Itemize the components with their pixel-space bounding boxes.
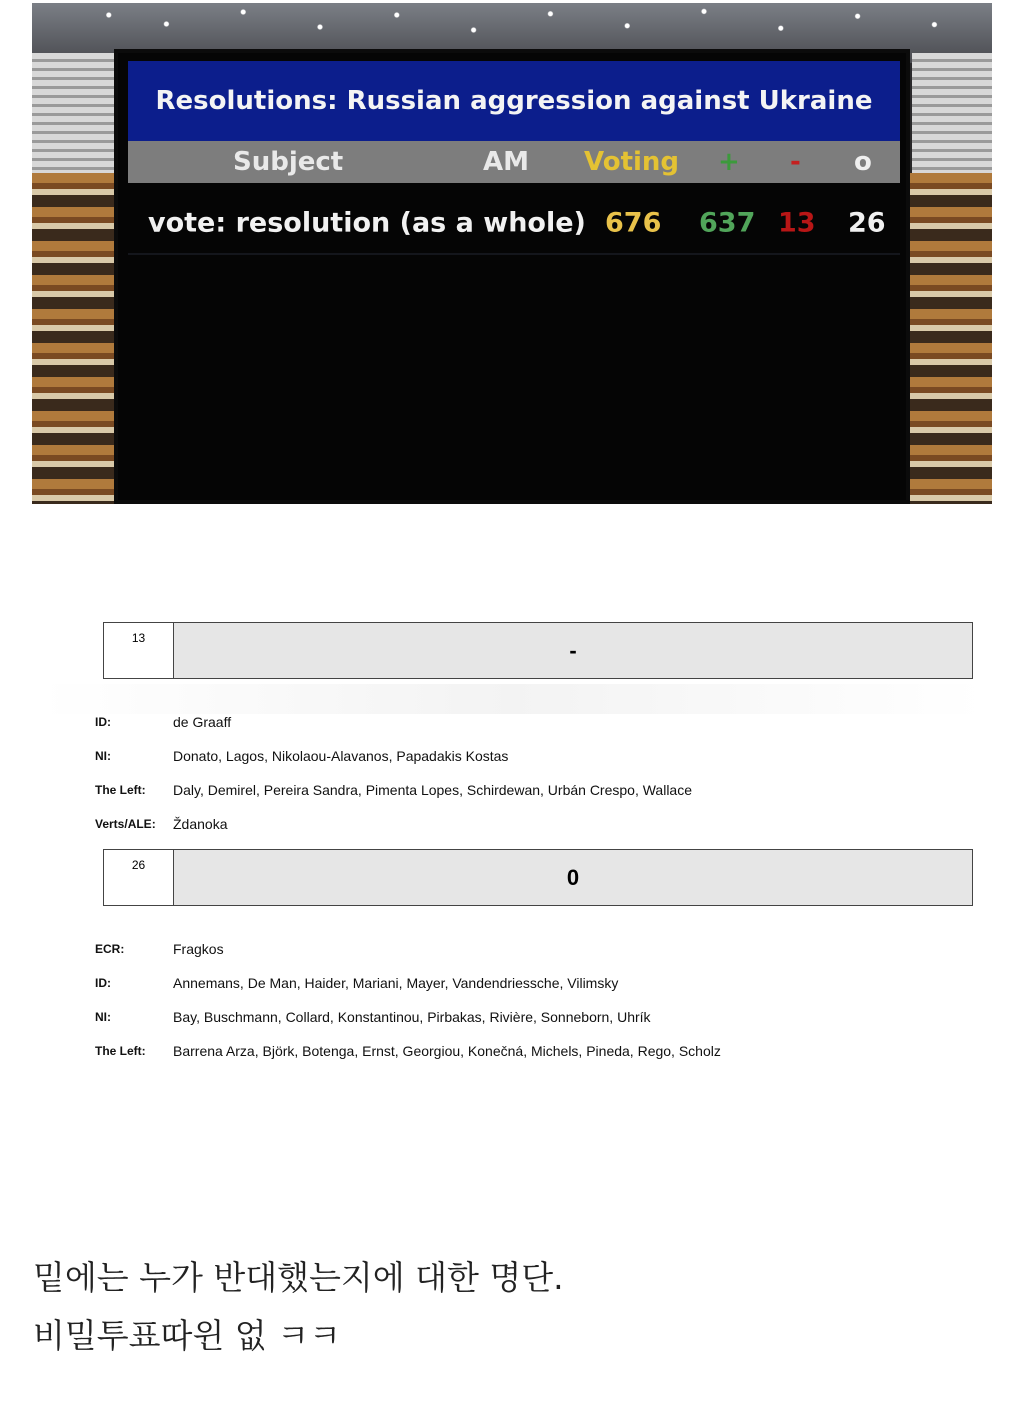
group-members: Annemans, De Man, Haider, Mariani, Mayer, Vandendriessche, Vilimsky [173,975,619,991]
group-members: Donato, Lagos, Nikolaou-Alavanos, Papadakis Kostas [173,748,509,764]
hall-wall-left [32,53,122,183]
result-voting: 676 [605,207,662,239]
parliament-photo [32,3,992,504]
header-plus: + [718,147,740,177]
abstain-group-row [95,1041,955,1061]
group-label: ID: [95,715,111,729]
group-members: Bay, Buschmann, Collard, Konstantinou, Pirbakas, Rivière, Sonneborn, Uhrík [173,1009,651,1025]
abstain-vote-box [103,849,973,906]
abstain-group-row [95,939,955,959]
against-group-row [95,814,955,834]
result-abstain: 26 [848,207,886,239]
caption-line-1: 밑에는 누가 반대했는지에 대한 명단. [33,1258,564,1297]
group-label: The Left: [95,1044,146,1058]
result-subject: vote: resolution (as a whole) [148,207,586,239]
header-voting: Voting [584,147,680,177]
abstain-group-row [95,973,955,993]
abstain-group-row [95,1007,955,1027]
group-label: NI: [95,1010,111,1024]
against-group-row [95,780,955,800]
group-label: ID: [95,976,111,990]
scan-artifact [40,684,984,714]
group-members: Ždanoka [173,816,228,832]
group-members: Fragkos [173,941,224,957]
against-count: 13 [104,623,174,678]
screen-title: Resolutions: Russian aggression against Ukraine [128,61,900,141]
group-label: NI: [95,749,111,763]
seats-right [908,173,992,504]
hall-wall-right [912,53,992,183]
against-symbol: - [569,637,577,663]
against-group-row [95,746,955,766]
header-am: AM [483,147,529,177]
vote-result-screen [114,49,910,504]
result-minus: 13 [778,207,816,239]
group-members: Daly, Demirel, Pereira Sandra, Pimenta Lopes, Schirdewan, Urbán Crespo, Wallace [173,782,693,798]
caption-line-2: 비밀투표따윈 없 ㅋㅋ [33,1316,341,1355]
against-group-row [95,712,955,732]
header-subject: Subject [233,147,344,177]
group-label: Verts/ALE: [95,817,156,831]
group-label: ECR: [95,942,125,956]
header-minus: - [790,147,801,177]
header-abstain: o [854,147,872,177]
abstain-symbol: 0 [566,864,580,890]
result-plus: 637 [699,207,756,239]
abstain-count: 26 [104,850,174,905]
group-members: Barrena Arza, Björk, Botenga, Ernst, Georgiou, Konečná, Michels, Pineda, Rego, Scholz [173,1043,721,1059]
group-members: de Graaff [173,714,232,730]
screen-header-row [128,141,900,183]
against-vote-box [103,622,973,679]
group-label: The Left: [95,783,146,797]
screen-result-row [128,193,900,255]
